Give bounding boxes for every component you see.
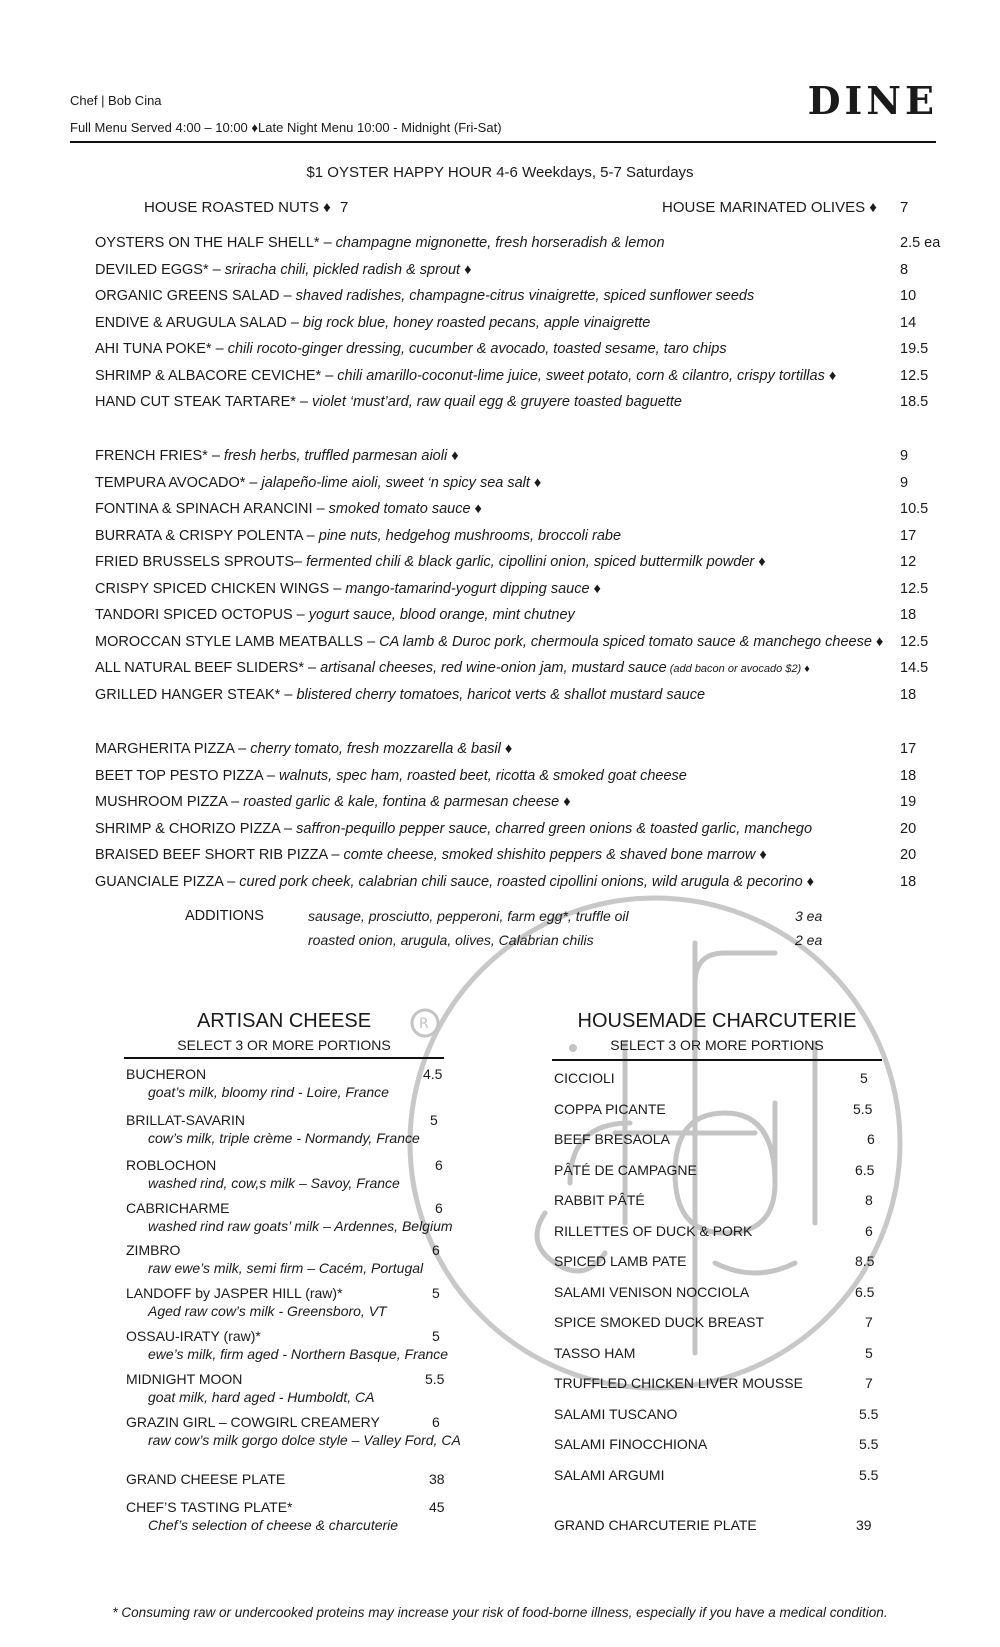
menu-item: BEET TOP PESTO PIZZA – walnuts, spec ham, roasted beet, ricotta & smoked goat cheese 18 [95, 767, 917, 784]
cheese-price: 6 [435, 1157, 443, 1173]
menu-item-price: 18 [900, 767, 917, 784]
cheese-price: 5 [430, 1112, 438, 1128]
menu-item-price: 14 [900, 314, 917, 331]
charcuterie-price: 7 [865, 1314, 873, 1330]
menu-item-price: 9 [900, 474, 909, 491]
charcuterie-plate-price: 39 [856, 1517, 872, 1533]
charcuterie-price: 6.5 [855, 1161, 875, 1178]
cheese-price: 6 [435, 1200, 443, 1216]
charcuterie-price: 8.5 [855, 1253, 875, 1269]
cheese-plate: CHEF’S TASTING PLATE* Chef’s selection of cheese & charcuterie 45 [126, 1499, 445, 1533]
service-hours: Full Menu Served 4:00 – 10:00 ♦Late Night Menu 10:00 - Midnight (Fri-Sat) [70, 120, 502, 135]
menu-item-price: 18.5 [900, 394, 929, 410]
menu-item-price: 18 [900, 686, 917, 703]
charcuterie-price: 5.5 [859, 1405, 879, 1422]
charcuterie-item: COPPA PICANTE 5.5 [554, 1100, 873, 1117]
charcuterie-price: 6 [865, 1222, 873, 1239]
additions-price: 2 ea [795, 932, 823, 948]
cheese-price: 5.5 [425, 1371, 445, 1387]
cheese-item: MIDNIGHT MOON goat milk, hard aged - Humboldt, CA 5.5 [126, 1371, 445, 1405]
menu-item-price: 20 [900, 820, 917, 837]
cheese-price: 5 [432, 1285, 440, 1301]
charcuterie-item: TASSO HAM 5 [554, 1344, 873, 1361]
menu-item-price: 18 [900, 607, 917, 623]
menu-item-price: 18 [900, 873, 917, 890]
dine-logo: DINE [807, 78, 938, 123]
menu-item-price: 17 [900, 741, 917, 757]
menu-item-price: 8 [900, 261, 909, 278]
header-divider [70, 141, 936, 143]
menu-item-price: 12.5 [900, 633, 929, 650]
charcuterie-item: RILLETTES OF DUCK & PORK 6 [554, 1222, 873, 1239]
charcuterie-price: 6 [867, 1131, 875, 1147]
house-roasted-nuts [144, 199, 349, 216]
charcuterie-price: 5.5 [853, 1100, 873, 1117]
menu-item: OYSTERS ON THE HALF SHELL* – champagne mignonette, fresh horseradish & lemon 2.5 ea [95, 235, 941, 251]
charcuterie-item: TRUFFLED CHICKEN LIVER MOUSSE 7 [554, 1375, 873, 1391]
menu-item: HAND CUT STEAK TARTARE* – violet ‘must’ard, raw quail egg & gruyere toasted baguette 18.5 [95, 394, 929, 410]
cheese-item: GRAZIN GIRL – COWGIRL CREAMERY raw cow’s milk gorgo dolce style – Valley Ford, CA 6 [126, 1414, 461, 1448]
menu-item: ENDIVE & ARUGULA SALAD – big rock blue, honey roasted pecans, apple vinaigrette 14 [95, 314, 917, 331]
charcuterie-item: SALAMI FINOCCHIONA 5.5 [554, 1436, 879, 1452]
cheese-item: ZIMBRO raw ewe’s milk, semi firm – Cacém, Portugal 6 [126, 1242, 440, 1276]
menu-item: BRAISED BEEF SHORT RIB PIZZA – comte cheese, smoked shishito peppers & shaved bone marrow ♦ 20 [95, 847, 917, 863]
menu-item-price: 12.5 [900, 367, 929, 384]
charcuterie-price: 6.5 [855, 1283, 875, 1300]
svg-text:R: R [419, 1016, 429, 1032]
menu-item-price: 19 [900, 794, 917, 810]
charcuterie-subtitle: SELECT 3 OR MORE PORTIONS [610, 1037, 824, 1053]
charcuterie-item: BEEF BRESAOLA 6 [554, 1131, 875, 1147]
cheese-item: BUCHERON goat’s milk, bloomy rind - Loire, France 4.5 [126, 1066, 443, 1100]
menu-item: FRIED BRUSSELS SPROUTS– fermented chili & black garlic, cipollini onion, spiced buttermilk powder ♦ 12 [95, 554, 917, 570]
charcuterie-price: 5 [860, 1070, 868, 1086]
menu-item: FONTINA & SPINACH ARANCINI – smoked tomato sauce ♦ 10.5 [95, 501, 929, 517]
menu-item-price: 10 [900, 288, 917, 304]
cheese-price: 6 [432, 1242, 440, 1258]
cheese-item: OSSAU-IRATY (raw)* ewe’s milk, firm aged - Northern Basque, France 5 [126, 1328, 449, 1362]
menu-item-price: 19.5 [900, 341, 929, 357]
charcuterie-price: 8 [865, 1192, 873, 1208]
menu-item-price: 2.5 ea [900, 235, 941, 251]
cheese-item: BRILLAT-SAVARIN cow’s milk, triple crème - Normandy, France 5 [126, 1112, 438, 1146]
charcuterie-item: SALAMI VENISON NOCCIOLA 6.5 [554, 1283, 875, 1300]
cheese-plate-price: 38 [429, 1471, 445, 1487]
cheese-price: 6 [432, 1414, 440, 1430]
charcuterie-item: SPICE SMOKED DUCK BREAST 7 [554, 1314, 873, 1330]
menu-item-price: 20 [900, 847, 917, 863]
menu-item-price: 10.5 [900, 501, 929, 517]
cheese-item: CABRICHARME washed rind raw goats’ milk – Ardennes, Belgium 6 [126, 1200, 453, 1234]
charcuterie-item: CICCIOLI 5 [554, 1070, 868, 1086]
charcuterie-price: 5.5 [859, 1436, 879, 1452]
charcuterie-price: 5 [865, 1344, 873, 1361]
charcuterie-item: SALAMI TUSCANO 5.5 [554, 1405, 879, 1422]
menu-item: TANDORI SPICED OCTOPUS – yogurt sauce, blood orange, mint chutney 18 [95, 607, 917, 623]
menu-item: AHI TUNA POKE* – chili rocoto-ginger dressing, cucumber & avocado, toasted sesame, taro chips 19.5 [95, 341, 929, 357]
menu-item: SHRIMP & CHORIZO PIZZA – saffron-pequillo pepper sauce, charred green onions & toasted garlic, manchego 20 [95, 820, 917, 837]
charcuterie-item: PÂTÉ DE CAMPAGNE 6.5 [554, 1161, 875, 1178]
menu-item: GRILLED HANGER STEAK* – blistered cherry tomatoes, haricot verts & shallot mustard sauce 18 [95, 686, 917, 703]
menu-item: MOROCCAN STYLE LAMB MEATBALLS – CA lamb & Duroc pork, chermoula spiced tomato sauce & manchego cheese ♦ 12.5 [95, 633, 929, 650]
additions-price: 3 ea [795, 908, 823, 924]
menu-item: MUSHROOM PIZZA – roasted garlic & kale, fontina & parmesan cheese ♦ 19 [95, 794, 917, 810]
cheese-subtitle: SELECT 3 OR MORE PORTIONS [177, 1037, 391, 1053]
menu-item: FRENCH FRIES* – fresh herbs, truffled parmesan aioli ♦ 9 [95, 448, 909, 464]
nuts-price: 7 [340, 199, 349, 216]
cheese-price: 4.5 [423, 1066, 443, 1082]
health-disclaimer: * Consuming raw or undercooked proteins may increase your risk of food-borne illness, especially if you have a medical condition. [112, 1605, 888, 1620]
happy-hour-banner: $1 OYSTER HAPPY HOUR 4-6 Weekdays, 5-7 Saturdays [306, 164, 694, 181]
cheese-plate-price: 45 [429, 1499, 445, 1515]
menu-item-price: 12 [900, 554, 917, 570]
menu-item-price: 9 [900, 448, 909, 464]
menu-item: ORGANIC GREENS SALAD – shaved radishes, champagne-citrus vinaigrette, spiced sunflower seeds 10 [95, 288, 917, 304]
charcuterie-price: 5.5 [859, 1466, 879, 1483]
charcuterie-divider [552, 1059, 882, 1061]
menu-item: TEMPURA AVOCADO* – jalapeño-lime aioli, sweet ‘n spicy sea salt ♦ 9 [95, 474, 909, 491]
charcuterie-item: SALAMI ARGUMI 5.5 [554, 1466, 879, 1483]
cheese-item: ROBLOCHON washed rind, cow,s milk – Savoy, France 6 [126, 1157, 443, 1191]
menu-item: MARGHERITA PIZZA – cherry tomato, fresh mozzarella & basil ♦ 17 [95, 741, 917, 757]
chef-credit: Chef | Bob Cina [70, 93, 162, 108]
charcuterie-price: 7 [865, 1375, 873, 1391]
charcuterie-title: HOUSEMADE CHARCUTERIE [577, 1010, 857, 1032]
menu-item-price: 17 [900, 527, 917, 544]
nuts-name: HOUSE ROASTED NUTS ♦ [144, 199, 331, 216]
additions-label: ADDITIONS [185, 908, 264, 924]
cheese-title: ARTISAN CHEESE [196, 1010, 372, 1032]
house-marinated-olives [662, 199, 909, 216]
additions-line: sausage, prosciutto, pepperoni, farm egg*, truffle oil [308, 908, 629, 924]
olives-price: 7 [900, 199, 909, 216]
menu-item: DEVILED EGGS* – sriracha chili, pickled radish & sprout ♦ 8 [95, 261, 909, 278]
menu-item-price: 12.5 [900, 580, 929, 597]
menu-item-note: (add bacon or avocado $2) ♦ [666, 663, 810, 675]
menu-item: ALL NATURAL BEEF SLIDERS* – artisanal cheeses, red wine-onion jam, mustard sauce (add bacon or avocado $2) ♦ 14.5 [95, 660, 929, 676]
cheese-item: LANDOFF by JASPER HILL (raw)* Aged raw cow’s milk - Greensboro, VT 5 [126, 1285, 440, 1319]
cheese-divider [124, 1057, 444, 1059]
menu-item: BURRATA & CRISPY POLENTA – pine nuts, hedgehog mushrooms, broccoli rabe 17 [95, 527, 917, 544]
menu-item: GUANCIALE PIZZA – cured pork cheek, calabrian chili sauce, roasted cipollini onions, wild arugula & pecorino ♦ 18 [95, 873, 917, 890]
charcuterie-plate: GRAND CHARCUTERIE PLATE 39 [554, 1517, 872, 1533]
menu-item-price: 14.5 [900, 660, 929, 676]
charcuterie-item: RABBIT PÂTÉ 8 [554, 1192, 873, 1208]
cheese-plate: GRAND CHEESE PLATE 38 [126, 1471, 445, 1487]
menu-item: CRISPY SPICED CHICKEN WINGS – mango-tamarind-yogurt dipping sauce ♦ 12.5 [95, 580, 929, 597]
cheese-price: 5 [432, 1328, 440, 1344]
olives-name: HOUSE MARINATED OLIVES ♦ [662, 199, 877, 216]
menu-item: SHRIMP & ALBACORE CEVICHE* – chili amarillo-coconut-lime juice, sweet potato, corn & cilantro, crispy tortillas ♦ 12.5 [95, 367, 929, 384]
charcuterie-item: SPICED LAMB PATE 8.5 [554, 1253, 875, 1269]
additions-line: roasted onion, arugula, olives, Calabrian chilis [308, 932, 594, 948]
